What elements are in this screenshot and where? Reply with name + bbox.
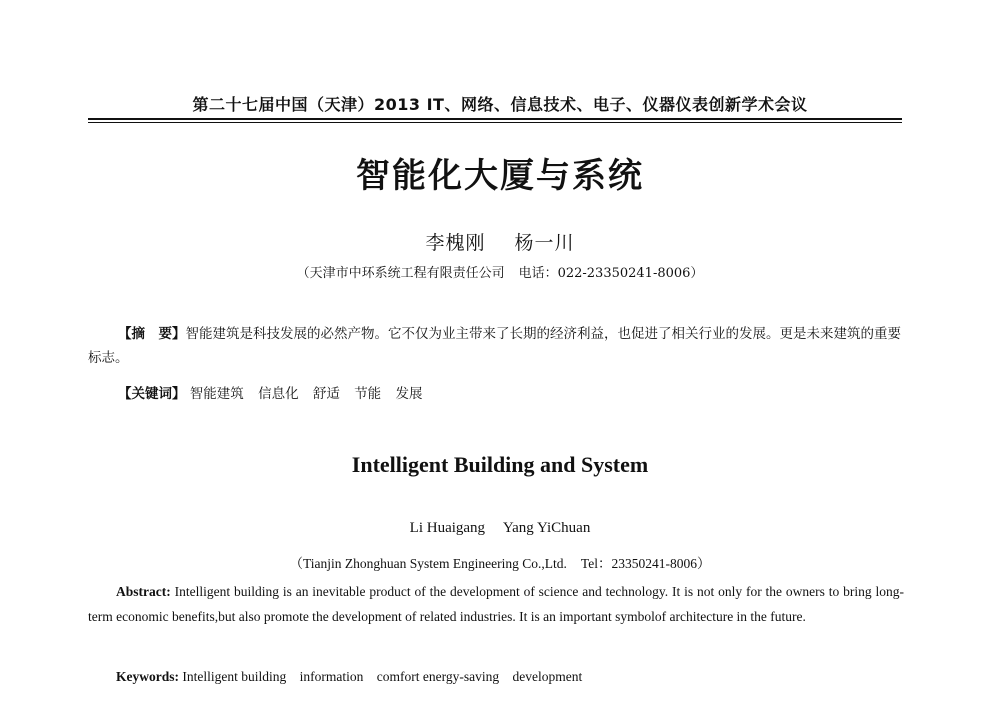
keywords-cn-label: 【关键词】: [118, 386, 186, 402]
abstract-chinese: [88, 322, 902, 370]
keywords-chinese: [118, 382, 898, 402]
abstract-cn-label: 【摘 要】: [118, 326, 186, 342]
author-en-1: Li Huaigang: [409, 520, 486, 536]
keyword-cn: 节能: [354, 386, 382, 402]
keyword-en: development: [512, 669, 583, 684]
author-en-2: Yang YiChuan: [502, 520, 591, 536]
affiliation-cn-name: （天津市中环系统工程有限责任公司: [296, 266, 505, 281]
header-rule-thick: [88, 118, 902, 120]
title-chinese: 智能化大厦与系统: [356, 156, 644, 196]
keyword-cn: 智能建筑: [189, 386, 244, 402]
affiliation-en-tel: Tel：23350241-8006）: [580, 556, 711, 571]
abstract-english: [88, 579, 904, 629]
keyword-en: comfort energy-saving: [376, 669, 500, 684]
affiliation-cn-tel: 电话：022-23350241-8006）: [518, 266, 704, 281]
keyword-cn: 信息化: [258, 386, 299, 402]
title-english: Intelligent Building and System: [351, 452, 649, 477]
authors-chinese: [0, 228, 1000, 255]
abstract-en-label: Abstract:: [116, 584, 171, 599]
abstract-en-text: Intelligent building is an inevitable product of the development of science and technology. It is not only for the owners to bring long-term economic benefits,but also promote the development of related industries. It is an important symbolof architecture in the future.: [88, 584, 904, 624]
keywords-en-label: Keywords:: [116, 669, 179, 684]
keywords-en-list: [182, 669, 592, 684]
keyword-cn: 舒适: [312, 386, 340, 402]
authors-english: [0, 520, 1000, 537]
abstract-cn-text: 智能建筑是科技发展的必然产物。它不仅为业主带来了长期的经济利益，也促进了相关行业的发展。更是未来建筑的重要标志。: [88, 326, 901, 366]
keyword-en: information: [299, 669, 364, 684]
header-rule-thin: [88, 122, 902, 123]
keywords-english: [116, 669, 896, 685]
keyword-en: Intelligent building: [182, 669, 287, 684]
affiliation-chinese: [0, 262, 1000, 281]
keywords-cn-list: [190, 386, 433, 402]
author-cn-1: 李槐刚: [425, 232, 486, 254]
conference-header: 第二十七届中国（天津）2013 IT、网络、信息技术、电子、仪器仪表创新学术会议: [192, 95, 808, 114]
affiliation-english: [0, 552, 1000, 572]
author-cn-2: 杨一川: [514, 232, 575, 254]
keyword-cn: 发展: [395, 386, 423, 402]
affiliation-en-name: （Tianjin Zhonghuan System Engineering Co.,Ltd.: [289, 556, 567, 571]
